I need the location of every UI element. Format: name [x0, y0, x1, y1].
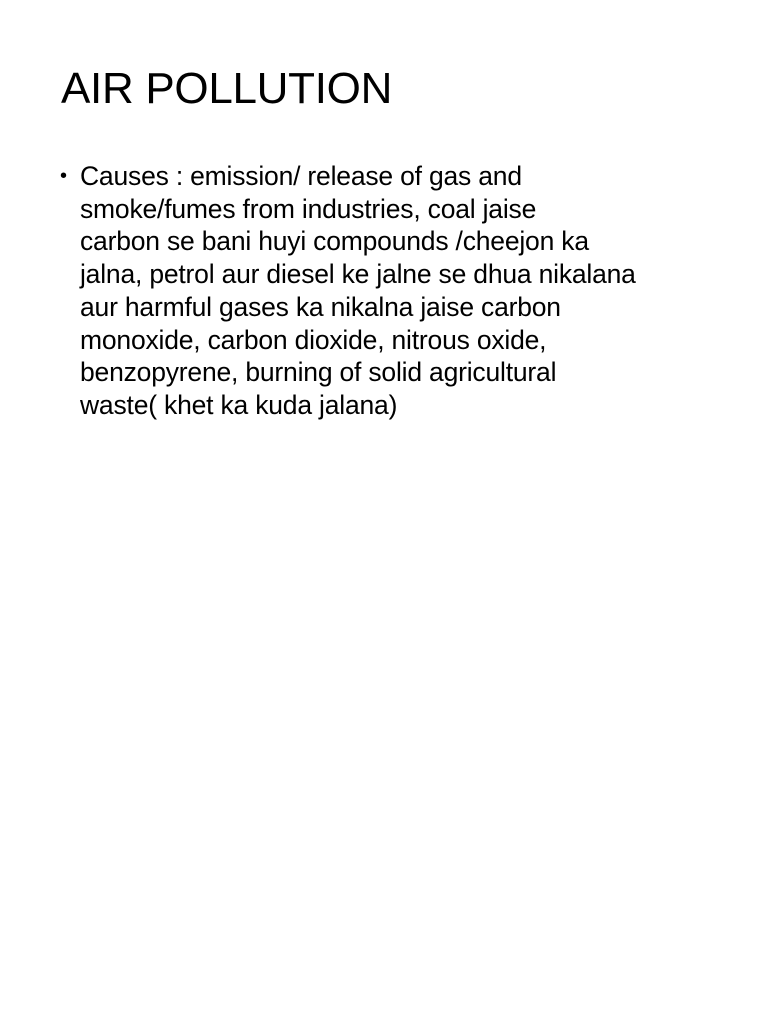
bullet-marker-icon: •	[60, 165, 67, 187]
bullet-item	[60, 160, 720, 422]
bullet-list	[60, 160, 720, 422]
slide-title: AIR POLLUTION	[61, 64, 393, 113]
bullet-text: Causes : emission/ release of gas and smoke/fumes from industries, coal jaise carbon se bani huyi compounds /cheejon ka jalna, petrol aur diesel ke jalne se dhua nikalana aur harmful gases ka nikalna jaise carbon monoxide, carbon dioxide, nitrous oxide, benzopyrene, burning of solid agricultural waste( khet ka kuda jalana)	[80, 161, 636, 420]
